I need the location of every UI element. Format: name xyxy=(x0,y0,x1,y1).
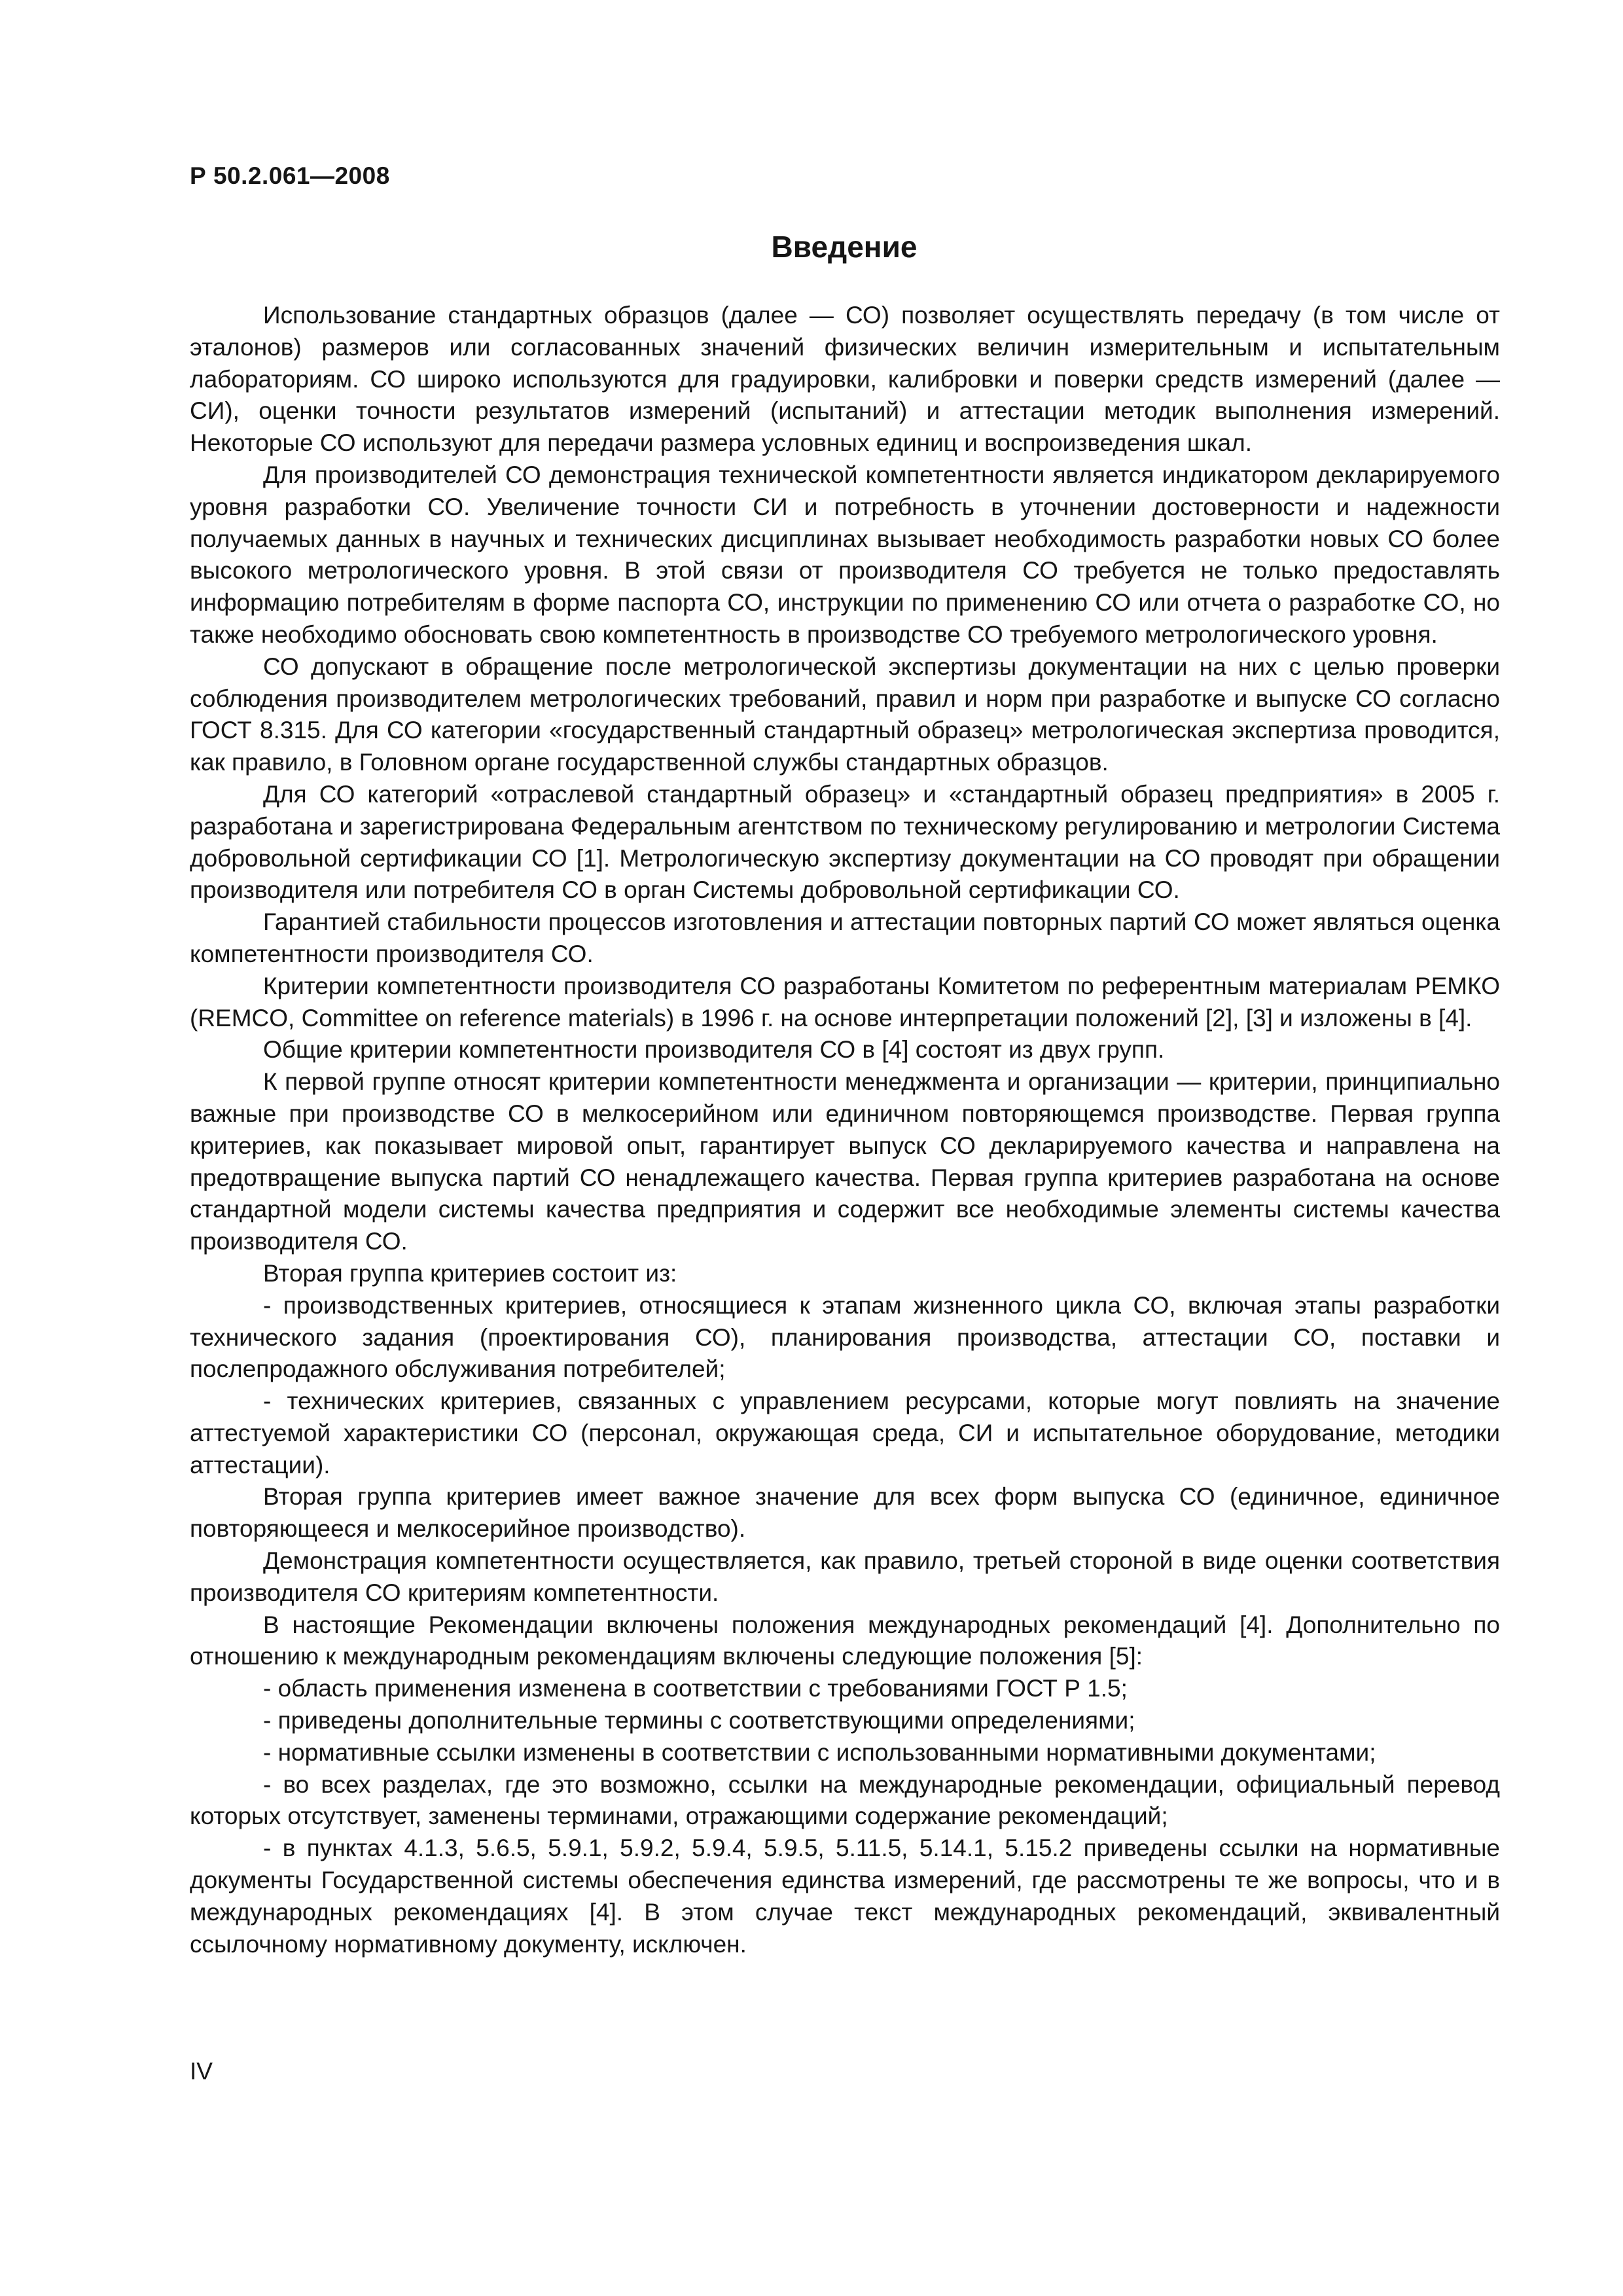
list-item: - область применения изменена в соответствии с требованиями ГОСТ Р 1.5; xyxy=(263,1675,1128,1702)
list-item: - в пунктах 4.1.3, 5.6.5, 5.9.1, 5.9.2, 5.9.4, 5.9.5, 5.11.5, 5.14.1, 5.15.2 приведены ссылки на нормативные документы Государственной системы обеспечения единства измерений, где рассмотрены те же вопросы, что и в международных рекомендациях [4]. В этом случае текст международных рекомендаций, эквивалентный ссылочному нормативному документу, исключен. xyxy=(190,1835,1500,1958)
paragraph: Демонстрация компетентности осуществляется, как правило, третьей стороной в виде оценки соответствия производителя СО критериям компетентности. xyxy=(190,1547,1500,1606)
paragraph: Использование стандартных образцов (далее — СО) позволяет осуществлять передачу (в том числе от эталонов) размеров или согласованных значений физических величин измерительным и испытательным лабораториям. СО широко используются для градуировки, калибровки и поверки средств измерений (далее — СИ), оценки точности результатов измерений (испытаний) и аттестации методик выполнения измерений. Некоторые СО используют для передачи размера условных единиц и воспроизведения шкал. xyxy=(190,302,1500,457)
page-number: IV xyxy=(190,2058,213,2085)
paragraph: В настоящие Рекомендации включены положения международных рекомендаций [4]. Дополнительно по отношению к международным рекомендациям включены следующие положения [5]: xyxy=(190,1611,1500,1670)
paragraph: Критерии компетентности производителя СО разработаны Комитетом по референтным материалам РЕМКО (REMCO, Committee on reference materials) в 1996 г. на основе интерпретации положений [2], [3] и изложены в [4]. xyxy=(190,972,1500,1031)
paragraph: Для СО категорий «отраслевой стандартный образец» и «стандартный образец предприятия» в 2005 г. разработана и зарегистрирована Федеральным агентством по техническому регулированию и метрологии Система добровольной сертификации СО [1]. Метрологическую экспертизу документации на СО проводят при обращении производителя или потребителя СО в орган Системы добровольной сертификации СО. xyxy=(190,780,1500,904)
paragraph: Гарантией стабильности процессов изготовления и аттестации повторных партий СО может являться оценка компетентности производителя СО. xyxy=(190,908,1500,967)
section-title: Введение xyxy=(771,230,918,264)
list-item: - технических критериев, связанных с управлением ресурсами, которые могут повлиять на значение аттестуемой характеристики СО (персонал, окружающая среда, СИ и испытательное оборудование, методики аттестации). xyxy=(190,1388,1500,1479)
list-item: - нормативные ссылки изменены в соответствии с использованными нормативными документами; xyxy=(263,1738,1376,1766)
paragraph: СО допускают в обращение после метрологической экспертизы документации на них с целью проверки соблюдения производителем метрологических требований, правил и норм при разработке и выпуске СО согласно ГОСТ 8.315. Для СО категории «государственный стандартный образец» метрологическая экспертиза проводится, как правило, в Головном органе государственной службы стандартных образцов. xyxy=(190,653,1500,776)
list-item: - во всех разделах, где это возможно, ссылки на международные рекомендации, официальный перевод которых отсутствует, заменены терминами, отражающими содержание рекомендаций; xyxy=(190,1770,1500,1830)
list-item: - производственных критериев, относящиеся к этапам жизненного цикла СО, включая этапы разработки технического задания (проектирования СО), планирования производства, аттестации СО, поставки и послепродажного обслуживания потребителей; xyxy=(190,1291,1500,1383)
paragraph: К первой группе относят критерии компетентности менеджмента и организации — критерии, принципиально важные при производстве СО в мелкосерийном или единичном повторяющемся производстве. Первая группа критериев, как показывает мировой опыт, гарантирует выпуск СО декларируемого качества и направлена на предотвращение выпуска партий СО ненадлежащего качества. Первая группа критериев разработана на основе стандартной модели системы качества предприятия и содержит все необходимые элементы системы качества производителя СО. xyxy=(190,1068,1500,1255)
paragraph: Вторая группа критериев состоит из: xyxy=(263,1259,677,1287)
paragraph: Общие критерии компетентности производителя СО в [4] состоят из двух групп. xyxy=(263,1036,1165,1064)
list-item: - приведены дополнительные термины с соответствующими определениями; xyxy=(263,1707,1135,1734)
paragraph: Для производителей СО демонстрация технической компетентности является индикатором декларируемого уровня разработки СО. Увеличение точности СИ и потребность в уточнении достоверности и надежности получаемых данных в научных и технических дисциплинах вызывает необходимость разработки новых СО более высокого метрологического уровня. В этой связи от производителя СО требуется не только предоставлять информацию потребителям в форме паспорта СО, инструкции по применению СО или отчета о разработке СО, но также необходимо обосновать свою компетентность в производстве СО требуемого метрологического уровня. xyxy=(190,461,1500,648)
paragraph: Вторая группа критериев имеет важное значение для всех форм выпуска СО (единичное, единичное повторяющееся и мелкосерийное производство). xyxy=(190,1483,1500,1543)
document-code: Р 50.2.061—2008 xyxy=(190,162,390,189)
introduction-body xyxy=(190,300,1500,1960)
